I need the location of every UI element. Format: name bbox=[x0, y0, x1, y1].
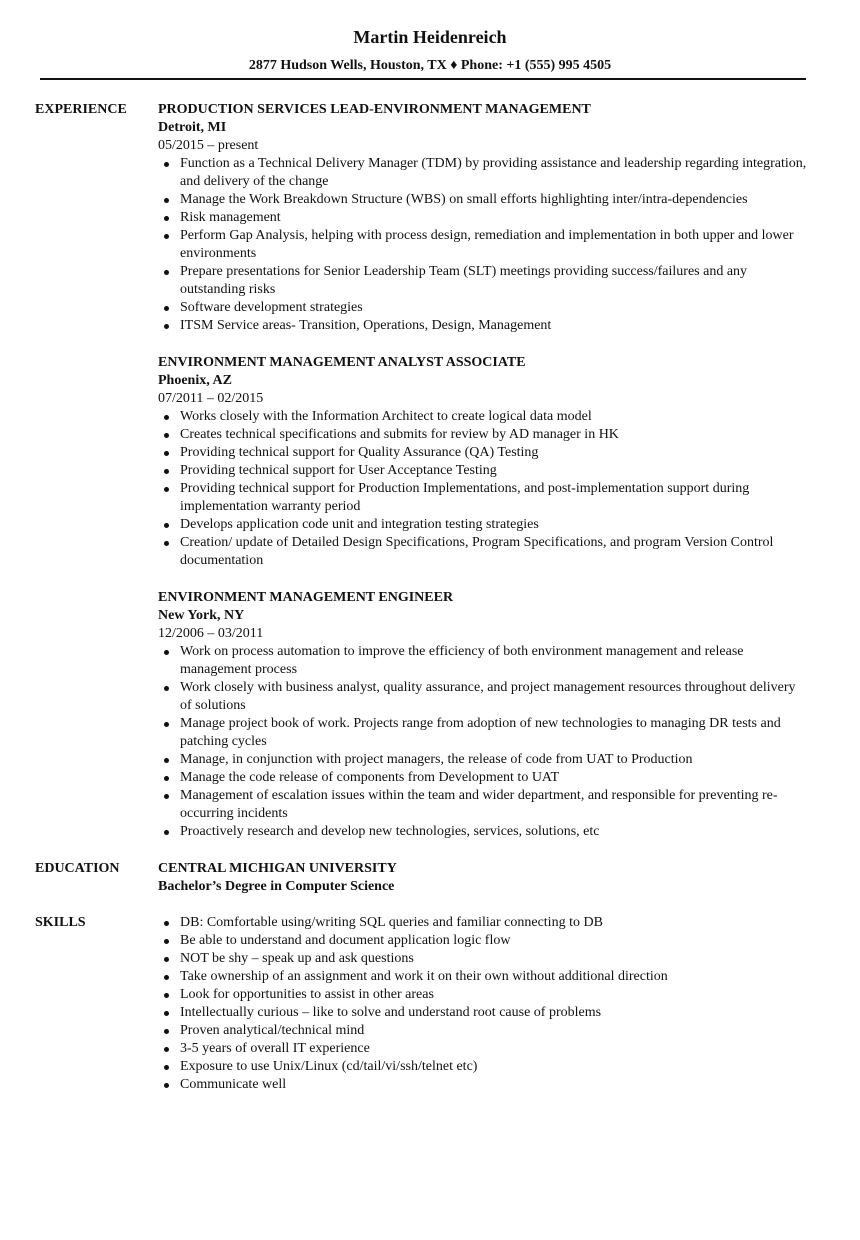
job-bullets bbox=[158, 408, 810, 570]
skill-item: Take ownership of an assignment and work it on their own without additional direction bbox=[180, 968, 810, 986]
bullet-item: Software development strategies bbox=[180, 299, 810, 317]
skills-section bbox=[35, 914, 810, 1094]
job-entry bbox=[158, 101, 810, 335]
bullet-item: Manage the code release of components from Development to UAT bbox=[180, 769, 810, 787]
skills-heading: SKILLS bbox=[35, 915, 86, 930]
job-title: PRODUCTION SERVICES LEAD-ENVIRONMENT MANAGEMENT bbox=[158, 102, 591, 117]
bullet-item: Function as a Technical Delivery Manager (TDM) by providing assistance and leadership regarding integration, and delivery of the change bbox=[180, 155, 810, 191]
job-bullets bbox=[158, 643, 810, 841]
skill-item: Exposure to use Unix/Linux (cd/tail/vi/ssh/telnet etc) bbox=[180, 1058, 810, 1076]
bullet-item: Work closely with business analyst, quality assurance, and project management resources throughout delivery of solutions bbox=[180, 679, 810, 715]
contact-line: 2877 Hudson Wells, Houston, TX ♦ Phone: +1 (555) 995 4505 bbox=[248, 58, 612, 73]
education-section bbox=[35, 860, 810, 896]
bullet-item: Manage, in conjunction with project managers, the release of code from UAT to Production bbox=[180, 751, 810, 769]
resume-header bbox=[0, 0, 860, 75]
bullet-item: Manage project book of work. Projects range from adoption of new technologies to managing DR tests and patching cycles bbox=[180, 715, 810, 751]
skill-item: Look for opportunities to assist in other areas bbox=[180, 986, 810, 1004]
bullet-item: Work on process automation to improve the efficiency of both environment management and release management process bbox=[180, 643, 810, 679]
bullet-item: Creation/ update of Detailed Design Specifications, Program Specifications, and program Version Control documentation bbox=[180, 534, 810, 570]
job-entry bbox=[158, 589, 810, 841]
bullet-item: Risk management bbox=[180, 209, 810, 227]
experience-section bbox=[35, 101, 810, 841]
education-heading: EDUCATION bbox=[35, 861, 120, 876]
bullet-item: Develops application code unit and integration testing strategies bbox=[180, 516, 810, 534]
school-name: CENTRAL MICHIGAN UNIVERSITY bbox=[158, 861, 397, 876]
job-bullets bbox=[158, 155, 810, 335]
bullet-item: Management of escalation issues within the team and wider department, and responsible for preventing re-occurring incidents bbox=[180, 787, 810, 823]
skill-item: Be able to understand and document application logic flow bbox=[180, 932, 810, 950]
job-location: New York, NY bbox=[158, 608, 245, 623]
degree: Bachelor’s Degree in Computer Science bbox=[158, 879, 395, 894]
candidate-name: Martin Heidenreich bbox=[353, 27, 507, 47]
bullet-item: Works closely with the Information Architect to create logical data model bbox=[180, 408, 810, 426]
skill-item: DB: Comfortable using/writing SQL queries and familiar connecting to DB bbox=[180, 914, 810, 932]
bullet-item: Creates technical specifications and submits for review by AD manager in HK bbox=[180, 426, 810, 444]
bullet-item: Providing technical support for Production Implementations, and post-implementation support during implementation warranty period bbox=[180, 480, 810, 516]
skill-item: 3-5 years of overall IT experience bbox=[180, 1040, 810, 1058]
skill-item: Proven analytical/technical mind bbox=[180, 1022, 810, 1040]
experience-heading: EXPERIENCE bbox=[35, 102, 127, 117]
job-location: Detroit, MI bbox=[158, 120, 227, 135]
job-dates: 05/2015 – present bbox=[158, 138, 259, 153]
skill-item: Intellectually curious – like to solve and understand root cause of problems bbox=[180, 1004, 810, 1022]
job-entry bbox=[158, 354, 810, 570]
skills-list bbox=[158, 914, 810, 1094]
bullet-item: Providing technical support for Quality Assurance (QA) Testing bbox=[180, 444, 810, 462]
bullet-item: ITSM Service areas- Transition, Operations, Design, Management bbox=[180, 317, 810, 335]
job-location: Phoenix, AZ bbox=[158, 373, 232, 388]
bullet-item: Proactively research and develop new technologies, services, solutions, etc bbox=[180, 823, 810, 841]
bullet-item: Prepare presentations for Senior Leadership Team (SLT) meetings providing success/failures and any outstanding risks bbox=[180, 263, 810, 299]
bullet-item: Manage the Work Breakdown Structure (WBS) on small efforts highlighting inter/intra-dependencies bbox=[180, 191, 810, 209]
job-title: ENVIRONMENT MANAGEMENT ANALYST ASSOCIATE bbox=[158, 355, 526, 370]
job-title: ENVIRONMENT MANAGEMENT ENGINEER bbox=[158, 590, 454, 605]
skill-item: Communicate well bbox=[180, 1076, 810, 1094]
header-divider bbox=[40, 78, 806, 80]
skill-item: NOT be shy – speak up and ask questions bbox=[180, 950, 810, 968]
bullet-item: Perform Gap Analysis, helping with process design, remediation and implementation in both upper and lower environments bbox=[180, 227, 810, 263]
bullet-item: Providing technical support for User Acceptance Testing bbox=[180, 462, 810, 480]
job-dates: 07/2011 – 02/2015 bbox=[158, 391, 264, 406]
job-dates: 12/2006 – 03/2011 bbox=[158, 626, 264, 641]
